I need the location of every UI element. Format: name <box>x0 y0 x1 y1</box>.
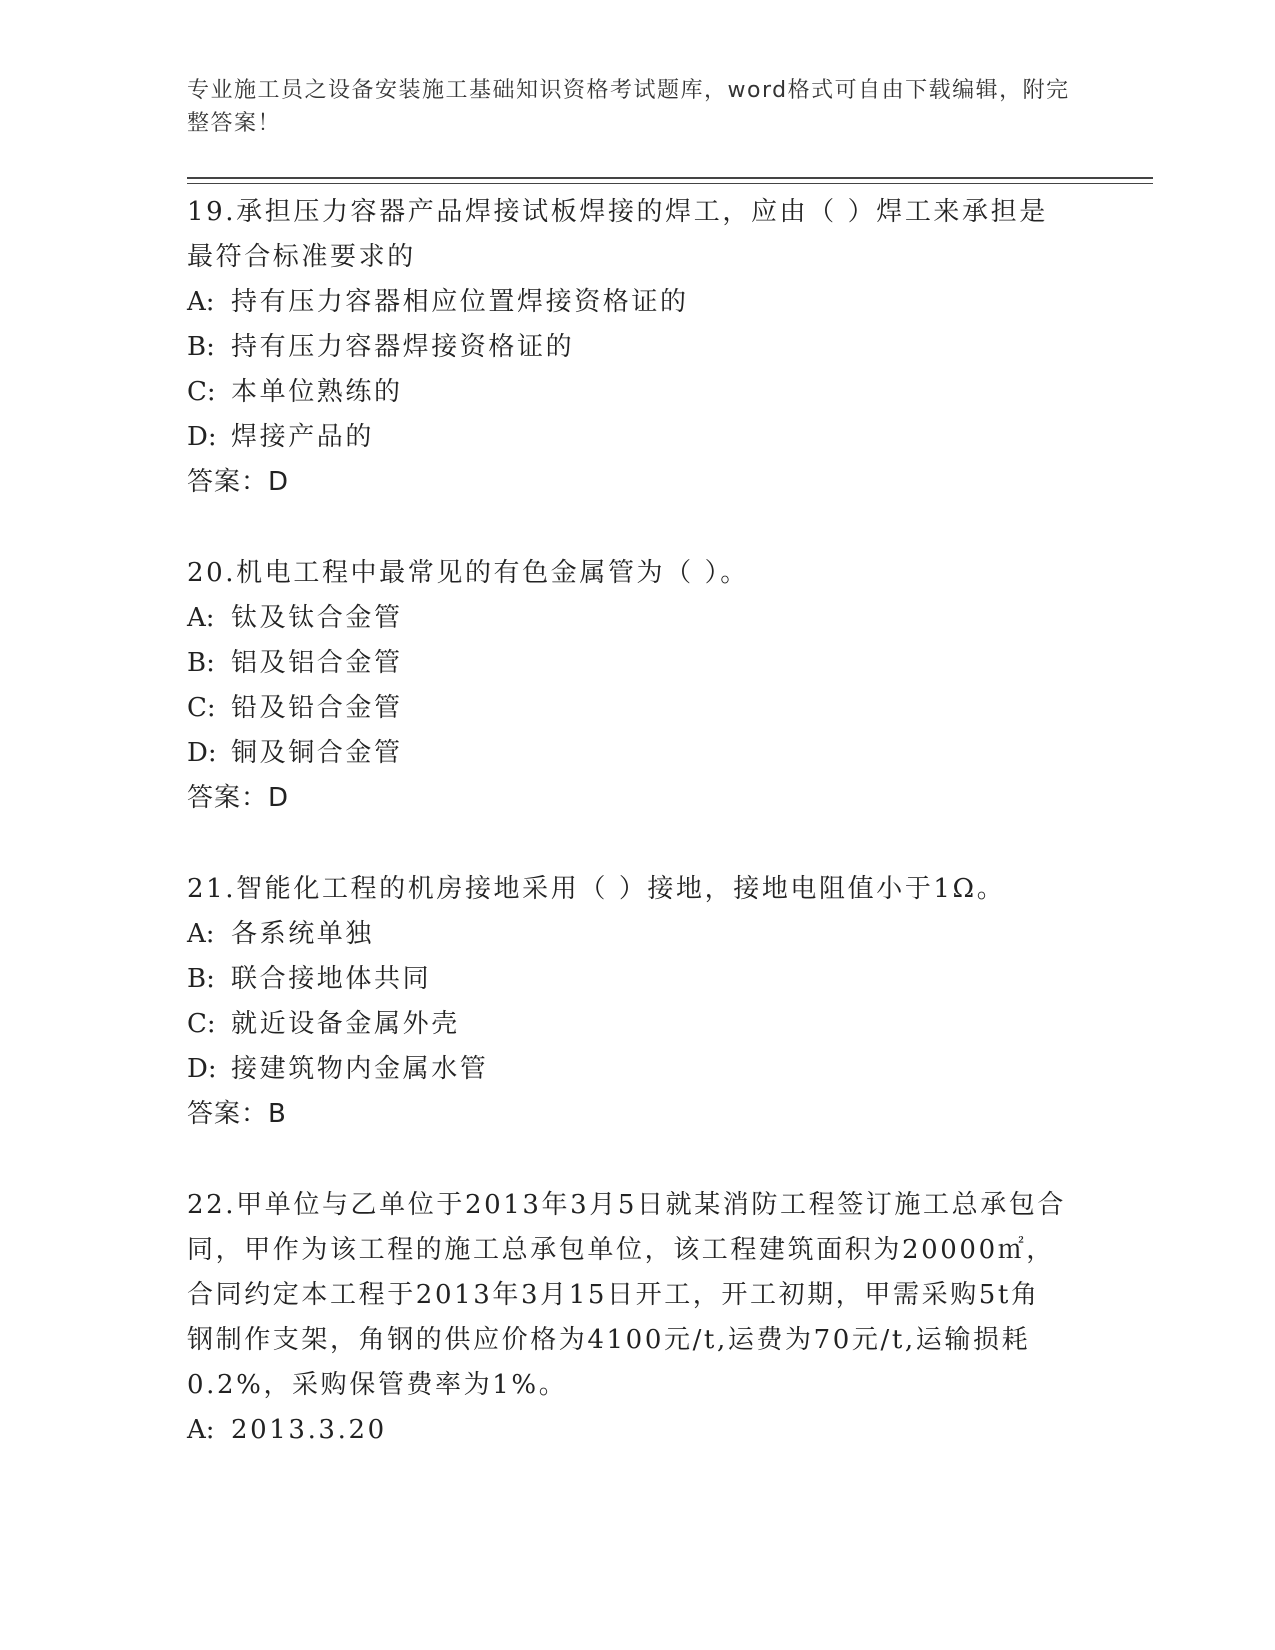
option-letter: C: <box>187 693 216 723</box>
option-text: 铜及铜合金管 <box>231 738 403 768</box>
option-letter: A: <box>187 603 215 633</box>
option-text: 2013.3.20 <box>231 1415 387 1445</box>
option-b <box>187 641 1067 686</box>
option-text: 联合接地体共同 <box>231 964 432 994</box>
question-20 <box>187 551 1067 821</box>
option-b <box>187 325 1067 370</box>
document-header: 专业施工员之设备安装施工基础知识资格考试题库，word格式可自由下载编辑，附完整答案！ <box>187 78 1070 136</box>
option-letter: C: <box>187 1009 216 1039</box>
header-rule-thin <box>187 183 1153 184</box>
option-letter: A: <box>187 1415 215 1445</box>
question-list <box>187 190 1067 1499</box>
option-letter: D: <box>187 422 217 452</box>
option-c <box>187 686 1067 731</box>
option-letter: B: <box>187 648 215 678</box>
option-text: 焊接产品的 <box>231 422 375 452</box>
option-b <box>187 957 1067 1002</box>
option-letter: C: <box>187 377 216 407</box>
question-stem: 22.甲单位与乙单位于2013年3月5日就某消防工程签订施工总承包合同，甲作为该工程的施工总承包单位，该工程建筑面积为20000㎡，合同约定本工程于2013年3月15日开工，开工初期，甲需采购5t角钢制作支架，角钢的供应价格为4100元/t,运费为70元/t,运输损耗0.2%，采购保管费率为1%。 <box>187 1190 1067 1400</box>
question-19 <box>187 190 1067 505</box>
option-text: 持有压力容器焊接资格证的 <box>231 332 575 362</box>
option-letter: A: <box>187 287 215 317</box>
option-letter: A: <box>187 919 215 949</box>
option-text: 本单位熟练的 <box>231 377 403 407</box>
question-stem: 21.智能化工程的机房接地采用（ ）接地，接地电阻值小于1Ω。 <box>187 874 1006 904</box>
option-a <box>187 912 1067 957</box>
option-d <box>187 731 1067 776</box>
option-a <box>187 596 1067 641</box>
option-text: 铝及铝合金管 <box>231 648 403 678</box>
option-text: 接建筑物内金属水管 <box>231 1054 489 1084</box>
option-a <box>187 1408 1067 1453</box>
option-letter: B: <box>187 964 215 994</box>
option-text: 持有压力容器相应位置焊接资格证的 <box>231 287 689 317</box>
header-rule-thick <box>187 177 1153 179</box>
option-letter: D: <box>187 738 217 768</box>
option-text: 铅及铅合金管 <box>231 693 403 723</box>
option-c <box>187 370 1067 415</box>
option-d <box>187 1047 1067 1092</box>
question-stem: 19.承担压力容器产品焊接试板焊接的焊工，应由（ ）焊工来承担是最符合标准要求的 <box>187 197 1048 272</box>
option-text: 就近设备金属外壳 <box>231 1009 460 1039</box>
option-d <box>187 415 1067 460</box>
answer-line: 答案：D <box>187 783 290 813</box>
option-c <box>187 1002 1067 1047</box>
option-a <box>187 280 1067 325</box>
question-22 <box>187 1183 1067 1453</box>
answer-line: 答案：B <box>187 1099 287 1129</box>
question-stem: 20.机电工程中最常见的有色金属管为（ ）。 <box>187 558 749 588</box>
option-text: 各系统单独 <box>231 919 375 949</box>
option-letter: D: <box>187 1054 217 1084</box>
question-21 <box>187 867 1067 1137</box>
answer-line: 答案：D <box>187 467 290 497</box>
option-text: 钛及钛合金管 <box>231 603 403 633</box>
option-letter: B: <box>187 332 215 362</box>
